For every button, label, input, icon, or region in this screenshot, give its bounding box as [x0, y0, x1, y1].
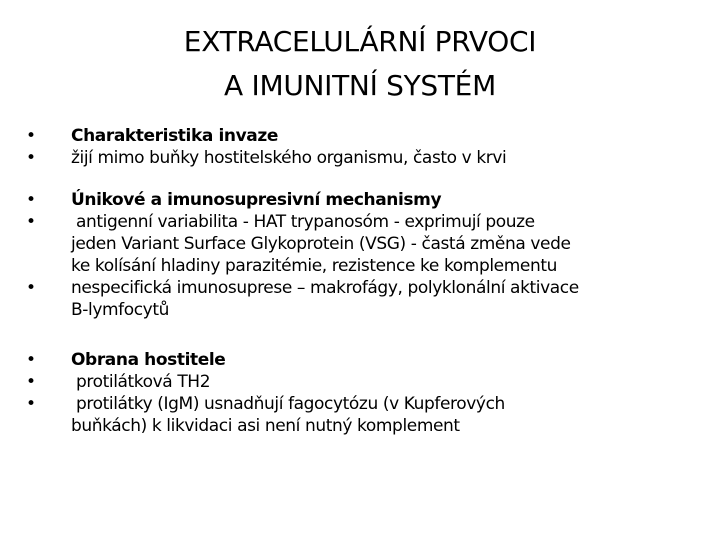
bullet-icon: • — [26, 372, 36, 392]
section-heading-item — [26, 349, 712, 371]
list-item-line: ke kolísání hladiny parazitémie, rezistence ke komplementu — [71, 256, 557, 276]
bullet-icon: • — [26, 394, 36, 414]
list-item-line: B-lymfocytů — [71, 300, 169, 320]
list-item-line: jeden Variant Surface Glykoprotein (VSG) - častá změna vede — [71, 234, 571, 254]
list-item-line: buňkách) k likvidaci asi není nutný komplement — [71, 416, 460, 436]
bullet-icon: • — [26, 126, 36, 146]
list-item-line: protilátky (IgM) usnadňují fagocytózu (v Kupferových — [71, 394, 505, 414]
section-heading-item — [26, 189, 712, 211]
section-heading: Obrana hostitele — [71, 350, 226, 370]
section-host-defense — [26, 349, 712, 437]
list-item-line: žijí mimo buňky hostitelského organismu, často v krvi — [71, 148, 507, 168]
list-item — [26, 147, 712, 169]
slide-body — [26, 125, 712, 437]
section-evasion — [26, 189, 712, 321]
list-item-line: antigenní variabilita - HAT trypanosóm - exprimují pouze — [71, 212, 535, 232]
title-line-1: EXTRACELULÁRNÍ PRVOCI — [183, 25, 537, 58]
bullet-icon: • — [26, 190, 36, 210]
list-item — [26, 393, 712, 437]
section-invasion — [26, 125, 712, 169]
list-item-line: nespecifická imunosuprese – makrofágy, polyklonální aktivace — [71, 278, 579, 298]
list-item — [26, 211, 712, 277]
section-heading-item — [26, 125, 712, 147]
bullet-icon: • — [26, 278, 36, 298]
section-heading: Charakteristika invaze — [71, 126, 278, 146]
section-heading: Únikové a imunosupresivní mechanismy — [71, 190, 442, 210]
bullet-icon: • — [26, 212, 36, 232]
list-item — [26, 371, 712, 393]
bullet-icon: • — [26, 350, 36, 370]
list-item — [26, 277, 712, 321]
bullet-icon: • — [26, 148, 36, 168]
title-line-2: A IMUNITNÍ SYSTÉM — [224, 69, 496, 102]
slide-title — [0, 20, 720, 108]
list-item-line: protilátková TH2 — [71, 372, 211, 392]
